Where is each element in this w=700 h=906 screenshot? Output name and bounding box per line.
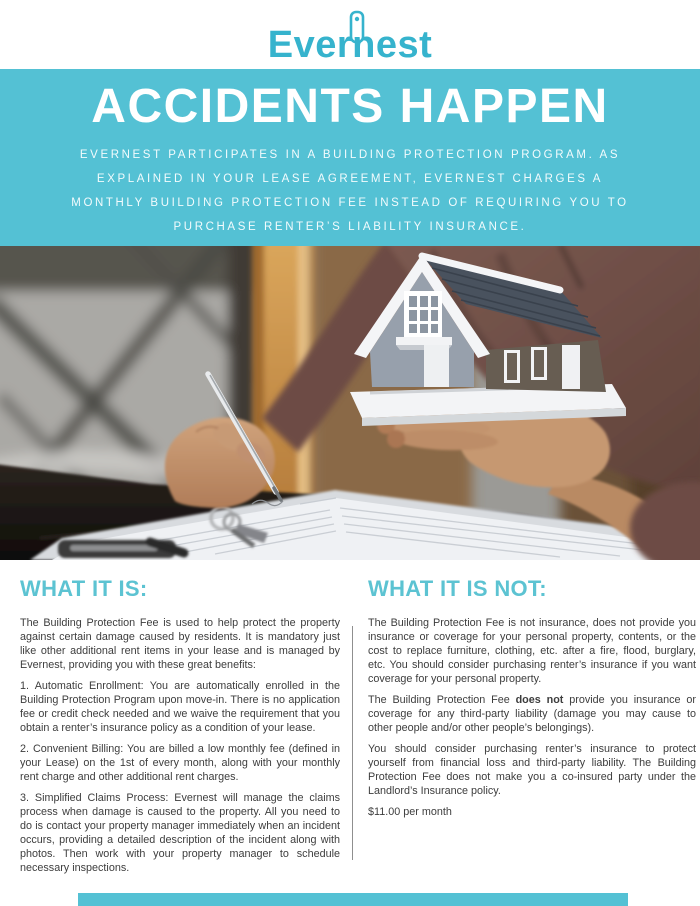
- hero-photo: [0, 246, 700, 560]
- monthly-price: $11.00 per month: [368, 806, 452, 818]
- footer-accent-bar: [78, 893, 628, 906]
- right-column-body: [368, 616, 696, 826]
- right-paragraph-2-suffix: provide you insurance or coverage for any third-party liability (damage you may cause to other people and/or other people’s belongings).: [368, 694, 696, 734]
- banner: [0, 69, 700, 246]
- right-paragraph-2-prefix: The Building Protection Fee: [368, 694, 516, 706]
- door-icon: [349, 10, 365, 44]
- left-paragraph-benefit-3: 3. Simplified Claims Process: Evernest will manage the claims process when damage is caused to the property. All you need to do is contact your property manager immediately when an incident occurs, providing a detailed description of the incident along with photos. Then work with your property manager to schedule necessary inspections.: [20, 792, 340, 874]
- clipboard-clip: [58, 540, 184, 558]
- left-column-heading: WHAT IT IS:: [20, 576, 148, 601]
- left-column-body: [20, 616, 340, 882]
- left-paragraph-intro: The Building Protection Fee is used to help protect the property against certain damage caused by residents. It is mandatory just like other additional rent items in your lease and is managed by Evernest, providing you with these great benefits:: [20, 617, 340, 671]
- left-paragraph-benefit-2: 2. Convenient Billing: You are billed a low monthly fee (defined in your Lease) on the 1st of every month, along with your monthly rent charge and other additional rent charges.: [20, 743, 340, 783]
- right-paragraph-2: [368, 693, 696, 735]
- left-paragraph-benefit-1: 1. Automatic Enrollment: You are automatically enrolled in the Building Protection Program upon move-in. There is no application fee or credit check needed and we waive the requirement that you obtain a renter’s insurance policy as a condition of your lease.: [20, 680, 340, 734]
- right-paragraph-1: The Building Protection Fee is not insurance, does not provide you insurance or coverage for your personal property, contents, or the cost to replace furniture, clothing, etc. after a fire, flood, burglary, etc. You should consider purchasing renter’s insurance if you want coverage for your personal property.: [368, 617, 696, 685]
- right-column-heading: WHAT IT IS NOT:: [368, 576, 547, 601]
- header: [0, 0, 700, 69]
- brand-logo-text: Evernest: [267, 24, 433, 66]
- right-paragraph-2-bold: does not: [515, 694, 564, 706]
- page-title: ACCIDENTS HAPPEN: [91, 80, 609, 133]
- column-divider: [352, 626, 353, 860]
- right-paragraph-3: You should consider purchasing renter’s insurance to protect yourself from financial loss and third-party liability. The Building Protection Fee does not make you a co-insured party under the Landlord’s Insurance policy.: [368, 743, 696, 797]
- banner-subtitle: EVERNEST PARTICIPATES IN A BUILDING PROTECTION PROGRAM. AS EXPLAINED IN YOUR LEASE AGREEMENT, EVERNEST CHARGES A MONTHLY BUILDING PROTECTION FEE INSTEAD OF REQUIRING YOU TO PURCHASE RENTER’S LIABILITY INSURANCE.: [71, 149, 629, 233]
